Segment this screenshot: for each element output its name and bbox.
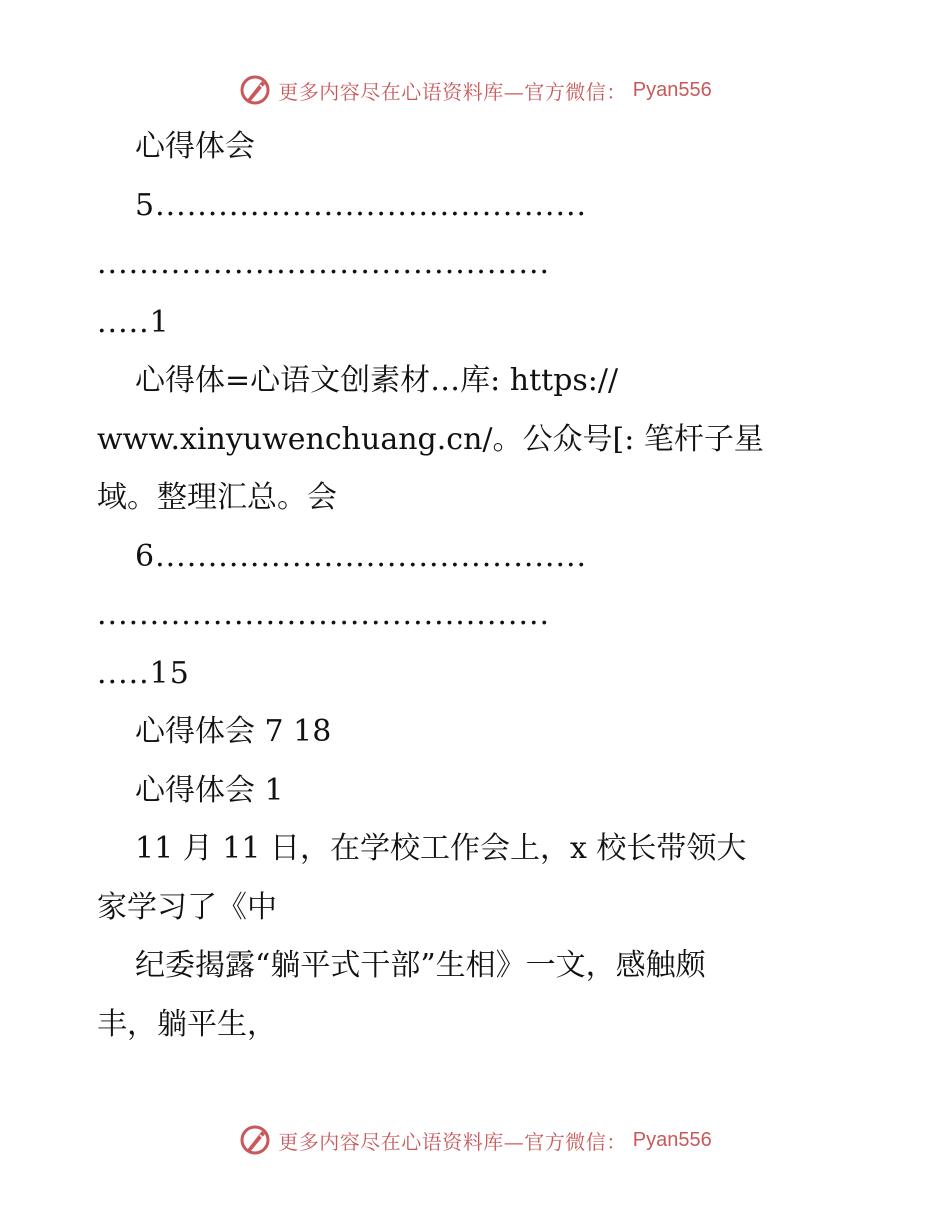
watermark-text: 更多内容尽在心语资料库—官方微信：	[278, 1129, 627, 1154]
watermark-text: 更多内容尽在心语资料库—官方微信：	[278, 79, 627, 104]
body-text-line: 域。整理汇总。会	[97, 480, 337, 515]
paragraph-line: 11 月 11 日，在学校工作会上，x 校长带领大	[135, 831, 747, 866]
watermark-banner-bottom	[0, 1120, 950, 1160]
toc-leader-line: ...........................................	[97, 246, 551, 281]
paragraph-line: 丰，躺平生，	[97, 1006, 277, 1042]
watermark-wechat-id: Pyan556	[632, 1128, 712, 1151]
toc-page-number-line: .....1	[97, 304, 170, 340]
toc-leader-line: ...........................................	[97, 597, 551, 632]
paragraph-line: 家学习了《中	[97, 889, 277, 925]
toc-leader-line: 6.........................................	[135, 538, 588, 574]
toc-leader-line: 5.........................................	[135, 187, 588, 223]
body-text-line: 心得体=心语文创素材…库: https://	[135, 363, 619, 398]
toc-entry-title: 心得体会	[135, 129, 255, 164]
paragraph-line: 纪委揭露“躺平式干部”生相》一文，感触颇	[135, 948, 706, 983]
quill-logo-icon	[238, 1123, 272, 1157]
toc-page-number-line: .....15	[97, 655, 190, 691]
body-text-line: www.xinyuwenchuang.cn/。公众号[: 笔杆子星	[97, 421, 764, 457]
watermark-banner-top	[0, 70, 950, 110]
section-heading: 心得体会 1	[135, 772, 284, 808]
quill-logo-icon	[238, 73, 272, 107]
watermark-wechat-id: Pyan556	[632, 78, 712, 101]
toc-entry: 心得体会 7 18	[135, 714, 332, 749]
document-body	[97, 118, 857, 1054]
